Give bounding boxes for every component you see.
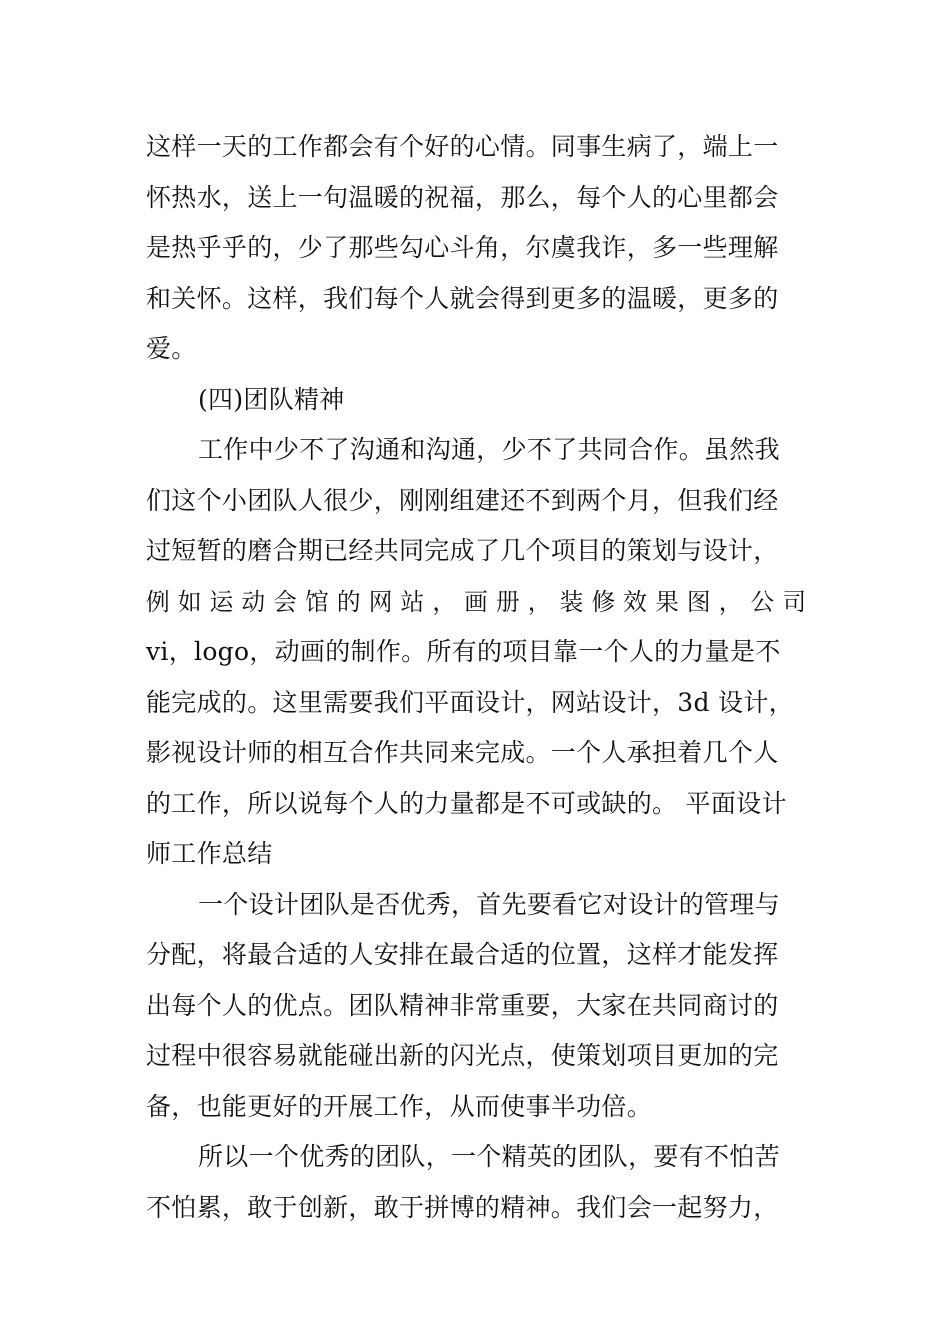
text-line: 影视设计师的相互合作共同来完成。一个人承担着几个人	[146, 738, 779, 767]
text-line: 师工作总结	[146, 839, 273, 868]
section-heading: (四)团队精神	[198, 384, 345, 414]
text-line: 能完成的。这里需要我们平面设计，网站设计，3d 设计，	[146, 687, 794, 717]
text-line: 的工作，所以说每个人的力量都是不可或缺的。 平面设计	[146, 788, 787, 818]
text-line: 所以一个优秀的团队，一个精英的团队，要有不怕苦	[198, 1142, 780, 1171]
text-line: 是热乎乎的，少了那些勾心斗角，尔虞我诈，多一些理解	[146, 233, 779, 262]
text-line: 一个设计团队是否优秀，首先要看它对设计的管理与	[198, 889, 780, 919]
text-line: 工作中少不了沟通和沟通，少不了共同合作。虽然我	[198, 435, 780, 464]
text-line: 们这个小团队人很少，刚刚组建还不到两个月，但我们经	[146, 485, 779, 515]
text-line: 不怕累，敢于创新，敢于拼博的精神。我们会一起努力，	[146, 1192, 779, 1222]
text-line: 爱。	[146, 334, 197, 363]
text-line: 怀热水，送上一句温暖的祝福，那么，每个人的心里都会	[146, 182, 779, 212]
text-line: 出每个人的优点。团队精神非常重要，大家在共同商讨的	[146, 990, 779, 1020]
text-line: 备，也能更好的开展工作，从而使事半功倍。	[146, 1091, 653, 1121]
text-line: 过短暂的磨合期已经共同完成了几个项目的策划与设计，	[146, 536, 779, 565]
text-line: 分配，将最合适的人安排在最合适的位置，这样才能发挥	[146, 940, 779, 969]
text-line: 和关怀。这样，我们每个人就会得到更多的温暖，更多的	[146, 283, 779, 313]
text-line: 过程中很容易就能碰出新的闪光点，使策划项目更加的完	[146, 1041, 779, 1070]
text-line: 例 如 运 动 会 馆 的 网 站 ， 画 册 ， 装 修 效 果 图 ， 公 司	[146, 587, 807, 616]
text-line: 这样一天的工作都会有个好的心情。同事生病了，端上一	[146, 132, 779, 161]
text-line: vi，logo，动画的制作。所有的项目靠一个人的力量是不	[146, 637, 781, 666]
body-text	[146, 122, 806, 1233]
